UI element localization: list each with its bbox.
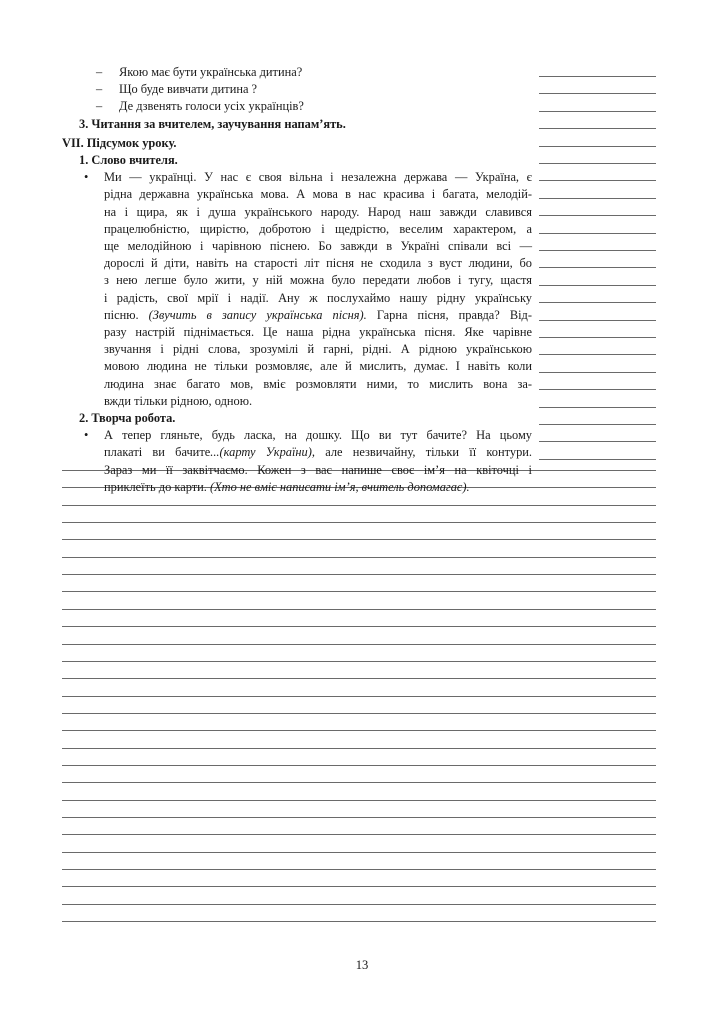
stage-direction: ...(карту України),: [210, 445, 315, 460]
margin-ruled-line: [539, 407, 656, 408]
ruled-line: [62, 748, 656, 749]
dash-marker: –: [96, 65, 103, 79]
ruled-line: [62, 591, 656, 592]
text-run: Гарна пісня, правда? Від-: [366, 307, 532, 322]
ruled-line: [62, 522, 656, 523]
margin-ruled-line: [539, 285, 656, 286]
dash-marker: –: [96, 99, 103, 114]
ruled-line: [62, 730, 656, 731]
subheading-teacher-word: 1. Слово вчителя.: [79, 153, 178, 168]
ruled-line: [62, 869, 656, 870]
ruled-line: [62, 782, 656, 783]
paragraph-line: ще мелодійною і чарівною піснею. Бо завжди в Україні співали всі —: [104, 239, 532, 254]
margin-ruled-line: [539, 93, 656, 94]
dash-marker: –: [96, 82, 103, 97]
text-run: але незвичайну, тільки її контури.: [314, 445, 533, 460]
item-reading: 3. Читання за вчителем, заучування напам’ять.: [79, 116, 346, 131]
ruled-line: [62, 626, 656, 627]
question-item: [62, 64, 532, 81]
ruled-line: [62, 886, 656, 887]
ruled-line: [62, 661, 656, 662]
margin-ruled-line: [539, 76, 656, 77]
paragraph-line: А тепер гляньте, будь ласка, на дошку. Що ви тут бачите? На цьому: [104, 428, 532, 443]
margin-ruled-line: [539, 372, 656, 373]
ruled-line: [62, 696, 656, 697]
subheading-creative-work: 2. Творча робота.: [79, 411, 176, 426]
paragraph-line: вжди тільки рідною, одною.: [104, 393, 253, 408]
paragraph-line: працелюбністю, щирістю, добротою і щедрістю, веселим характером, а: [104, 221, 532, 236]
ruled-line: [62, 539, 656, 540]
ruled-line: [62, 678, 656, 679]
margin-ruled-line: [539, 320, 656, 321]
paragraph-line: з нею легше було жити, у ній можна було передати любов і тугу, щастя: [104, 273, 532, 288]
question-item: [62, 81, 532, 98]
ruled-line: [62, 505, 656, 506]
margin-ruled-line: [539, 215, 656, 216]
paragraph-line: [104, 307, 532, 324]
paragraph-line: на і щира, як і душа українського народу. Народ наш завжди славився: [104, 204, 532, 219]
ruled-line: [62, 800, 656, 801]
paragraph-line: і радість, свої мрії і надії. Ану ж послухаймо нашу рідну українську: [104, 290, 532, 305]
paragraph-line: [104, 444, 532, 461]
creative-work-paragraph: [62, 427, 532, 496]
paragraph-line: [104, 479, 532, 496]
ruled-line: [62, 817, 656, 818]
page-number: 13: [355, 958, 369, 972]
paragraph-line: людина знає багато мов, вміє розмовляти ними, то мислить вона за-: [104, 376, 532, 391]
margin-ruled-line: [539, 163, 656, 164]
margin-ruled-line: [539, 128, 656, 129]
ruled-line: [62, 834, 656, 835]
text-run: плакаті ви бачите: [104, 445, 211, 460]
lesson-text: [62, 64, 532, 496]
margin-ruled-line: [539, 267, 656, 268]
margin-ruled-line: [539, 111, 656, 112]
ruled-line: [62, 921, 656, 922]
question-text: Якою має бути українська дитина?: [119, 65, 303, 79]
section-heading-summary: VII. Підсумок уроку.: [62, 135, 177, 150]
ruled-line: [62, 852, 656, 853]
question-item: [62, 98, 532, 115]
question-text: Що буде вивчати дитина ?: [119, 82, 258, 97]
margin-ruled-line: [539, 459, 656, 460]
margin-ruled-line: [539, 337, 656, 338]
paragraph-line: звучання і рідні слова, зрозумілі й гарні, рідні. А рідною українською: [104, 342, 532, 357]
text-run: приклеїть до карти.: [104, 479, 210, 494]
ruled-line: [62, 904, 656, 905]
paragraph-line: Зараз ми її заквітчаємо. Кожен з вас напише своє ім’я на квіточці і: [104, 462, 532, 477]
ruled-line: [62, 557, 656, 558]
paragraph-line: рідна державна українська мова. А мова в нас красива і багата, мелодій-: [104, 187, 532, 202]
teacher-speech-paragraph: [62, 169, 532, 410]
ruled-line: [62, 644, 656, 645]
bullet-marker: •: [84, 428, 89, 443]
stage-direction: (Звучить в запису українська пісня).: [148, 307, 367, 322]
paragraph-line: Ми — українці. У нас є своя вільна і незалежна держава — Україна, є: [104, 170, 532, 185]
bullet-marker: •: [84, 170, 89, 185]
paragraph-line: мовою людина не тільки розмовляє, але й мислить, думає. І навіть коли: [104, 359, 532, 374]
margin-ruled-line: [539, 302, 656, 303]
margin-ruled-line: [539, 441, 656, 442]
margin-ruled-line: [539, 424, 656, 425]
question-text: Де дзвенять голоси усіх українців?: [119, 99, 304, 114]
stage-direction: (Хто не вміє написати ім’я, вчитель допомагає).: [209, 479, 470, 494]
text-run: пісню.: [104, 307, 149, 322]
paragraph-line: дорослі й діти, навіть на старості літ пісня не сходила з вуст людини, бо: [104, 256, 532, 271]
margin-ruled-line: [539, 233, 656, 234]
ruled-line: [62, 765, 656, 766]
margin-ruled-line: [539, 180, 656, 181]
ruled-line: [62, 574, 656, 575]
ruled-line: [62, 609, 656, 610]
margin-ruled-line: [539, 389, 656, 390]
margin-ruled-line: [539, 250, 656, 251]
margin-ruled-line: [539, 146, 656, 147]
ruled-line: [62, 713, 656, 714]
paragraph-line: разу настрій піднімається. Це наша рідна українська пісня. Яке чарівне: [104, 325, 532, 340]
margin-ruled-line: [539, 354, 656, 355]
margin-ruled-line: [539, 198, 656, 199]
